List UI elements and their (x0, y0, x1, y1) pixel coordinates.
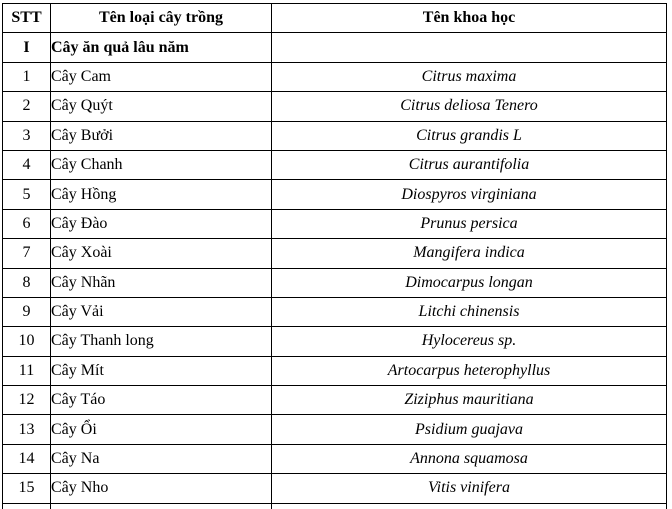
row-stt: 4 (3, 150, 51, 179)
row-plant-name: Cây Thanh long (51, 327, 272, 356)
table-row (3, 92, 667, 121)
row-plant-name: Cây Táo (51, 386, 272, 415)
section-scientific (272, 33, 667, 62)
table-row (3, 268, 667, 297)
row-plant-name: Cây Quýt (51, 92, 272, 121)
section-row (3, 33, 667, 62)
row-stt: 12 (3, 386, 51, 415)
table-row (3, 239, 667, 268)
plant-species-table (2, 3, 667, 509)
row-plant-name: Cây Nhãn (51, 268, 272, 297)
row-scientific-name: Prunus persica (272, 209, 667, 238)
row-plant-name: Cây Đào (51, 209, 272, 238)
section-number: I (3, 33, 51, 62)
section-title: Cây ăn quả lâu năm (51, 33, 272, 62)
row-stt: 11 (3, 356, 51, 385)
table-row (3, 327, 667, 356)
table-row (3, 180, 667, 209)
row-stt: 2 (3, 92, 51, 121)
table-row (3, 121, 667, 150)
row-stt: 6 (3, 209, 51, 238)
row-stt: 7 (3, 239, 51, 268)
row-stt: 5 (3, 180, 51, 209)
row-plant-name: Cây Bưởi (51, 121, 272, 150)
header-row (3, 4, 667, 33)
row-plant-name: Cây Xoài (51, 239, 272, 268)
row-scientific-name: Vitis vinifera (272, 474, 667, 503)
row-plant-name: Cây Mít (51, 356, 272, 385)
header-stt: STT (3, 4, 51, 33)
table-row (3, 150, 667, 179)
row-scientific-name: Dimocarpus longan (272, 268, 667, 297)
row-scientific-name: Annona squamosa (272, 444, 667, 473)
row-plant-name: Cây Chanh (51, 150, 272, 179)
row-scientific-name: Ziziphus mauritiana (272, 386, 667, 415)
table-row (3, 386, 667, 415)
header-plant-name: Tên loại cây trồng (51, 4, 272, 33)
table-header (3, 4, 667, 33)
row-stt: 13 (3, 415, 51, 444)
row-plant-name: Cây Cam (51, 62, 272, 91)
row-plant-name: Cây Ổi (51, 415, 272, 444)
row-plant-name: Cây Vải (51, 297, 272, 326)
row-scientific-name: Citrus aurantifolia (272, 150, 667, 179)
row-plant-name: Cây Nho (51, 474, 272, 503)
table-row (3, 356, 667, 385)
row-scientific-name: Mangifera indica (272, 239, 667, 268)
row-stt: 14 (3, 444, 51, 473)
row-scientific-name: Citrus maxima (272, 62, 667, 91)
row-stt: 9 (3, 297, 51, 326)
row-stt: 1 (3, 62, 51, 91)
table-row (3, 209, 667, 238)
table-row (3, 474, 667, 503)
row-plant-name: Cây Na (51, 444, 272, 473)
row-stt: 3 (3, 121, 51, 150)
row-plant-name: Cây Hồng (51, 180, 272, 209)
row-stt: 10 (3, 327, 51, 356)
header-scientific-name: Tên khoa học (272, 4, 667, 33)
row-scientific-name: Litchi chinensis (272, 297, 667, 326)
table-row (3, 415, 667, 444)
row-scientific-name: Artocarpus heterophyllus (272, 356, 667, 385)
table-row (3, 444, 667, 473)
row-scientific-name: Hylocereus sp. (272, 327, 667, 356)
row-scientific-name: Diospyros virginiana (272, 180, 667, 209)
row-stt: 8 (3, 268, 51, 297)
row-stt: 15 (3, 474, 51, 503)
table-row (3, 297, 667, 326)
row-scientific-name: Citrus deliosa Tenero (272, 92, 667, 121)
table-row (3, 62, 667, 91)
row-scientific-name: Citrus grandis L (272, 121, 667, 150)
table-body (3, 33, 667, 509)
row-scientific-name: Psidium guajava (272, 415, 667, 444)
